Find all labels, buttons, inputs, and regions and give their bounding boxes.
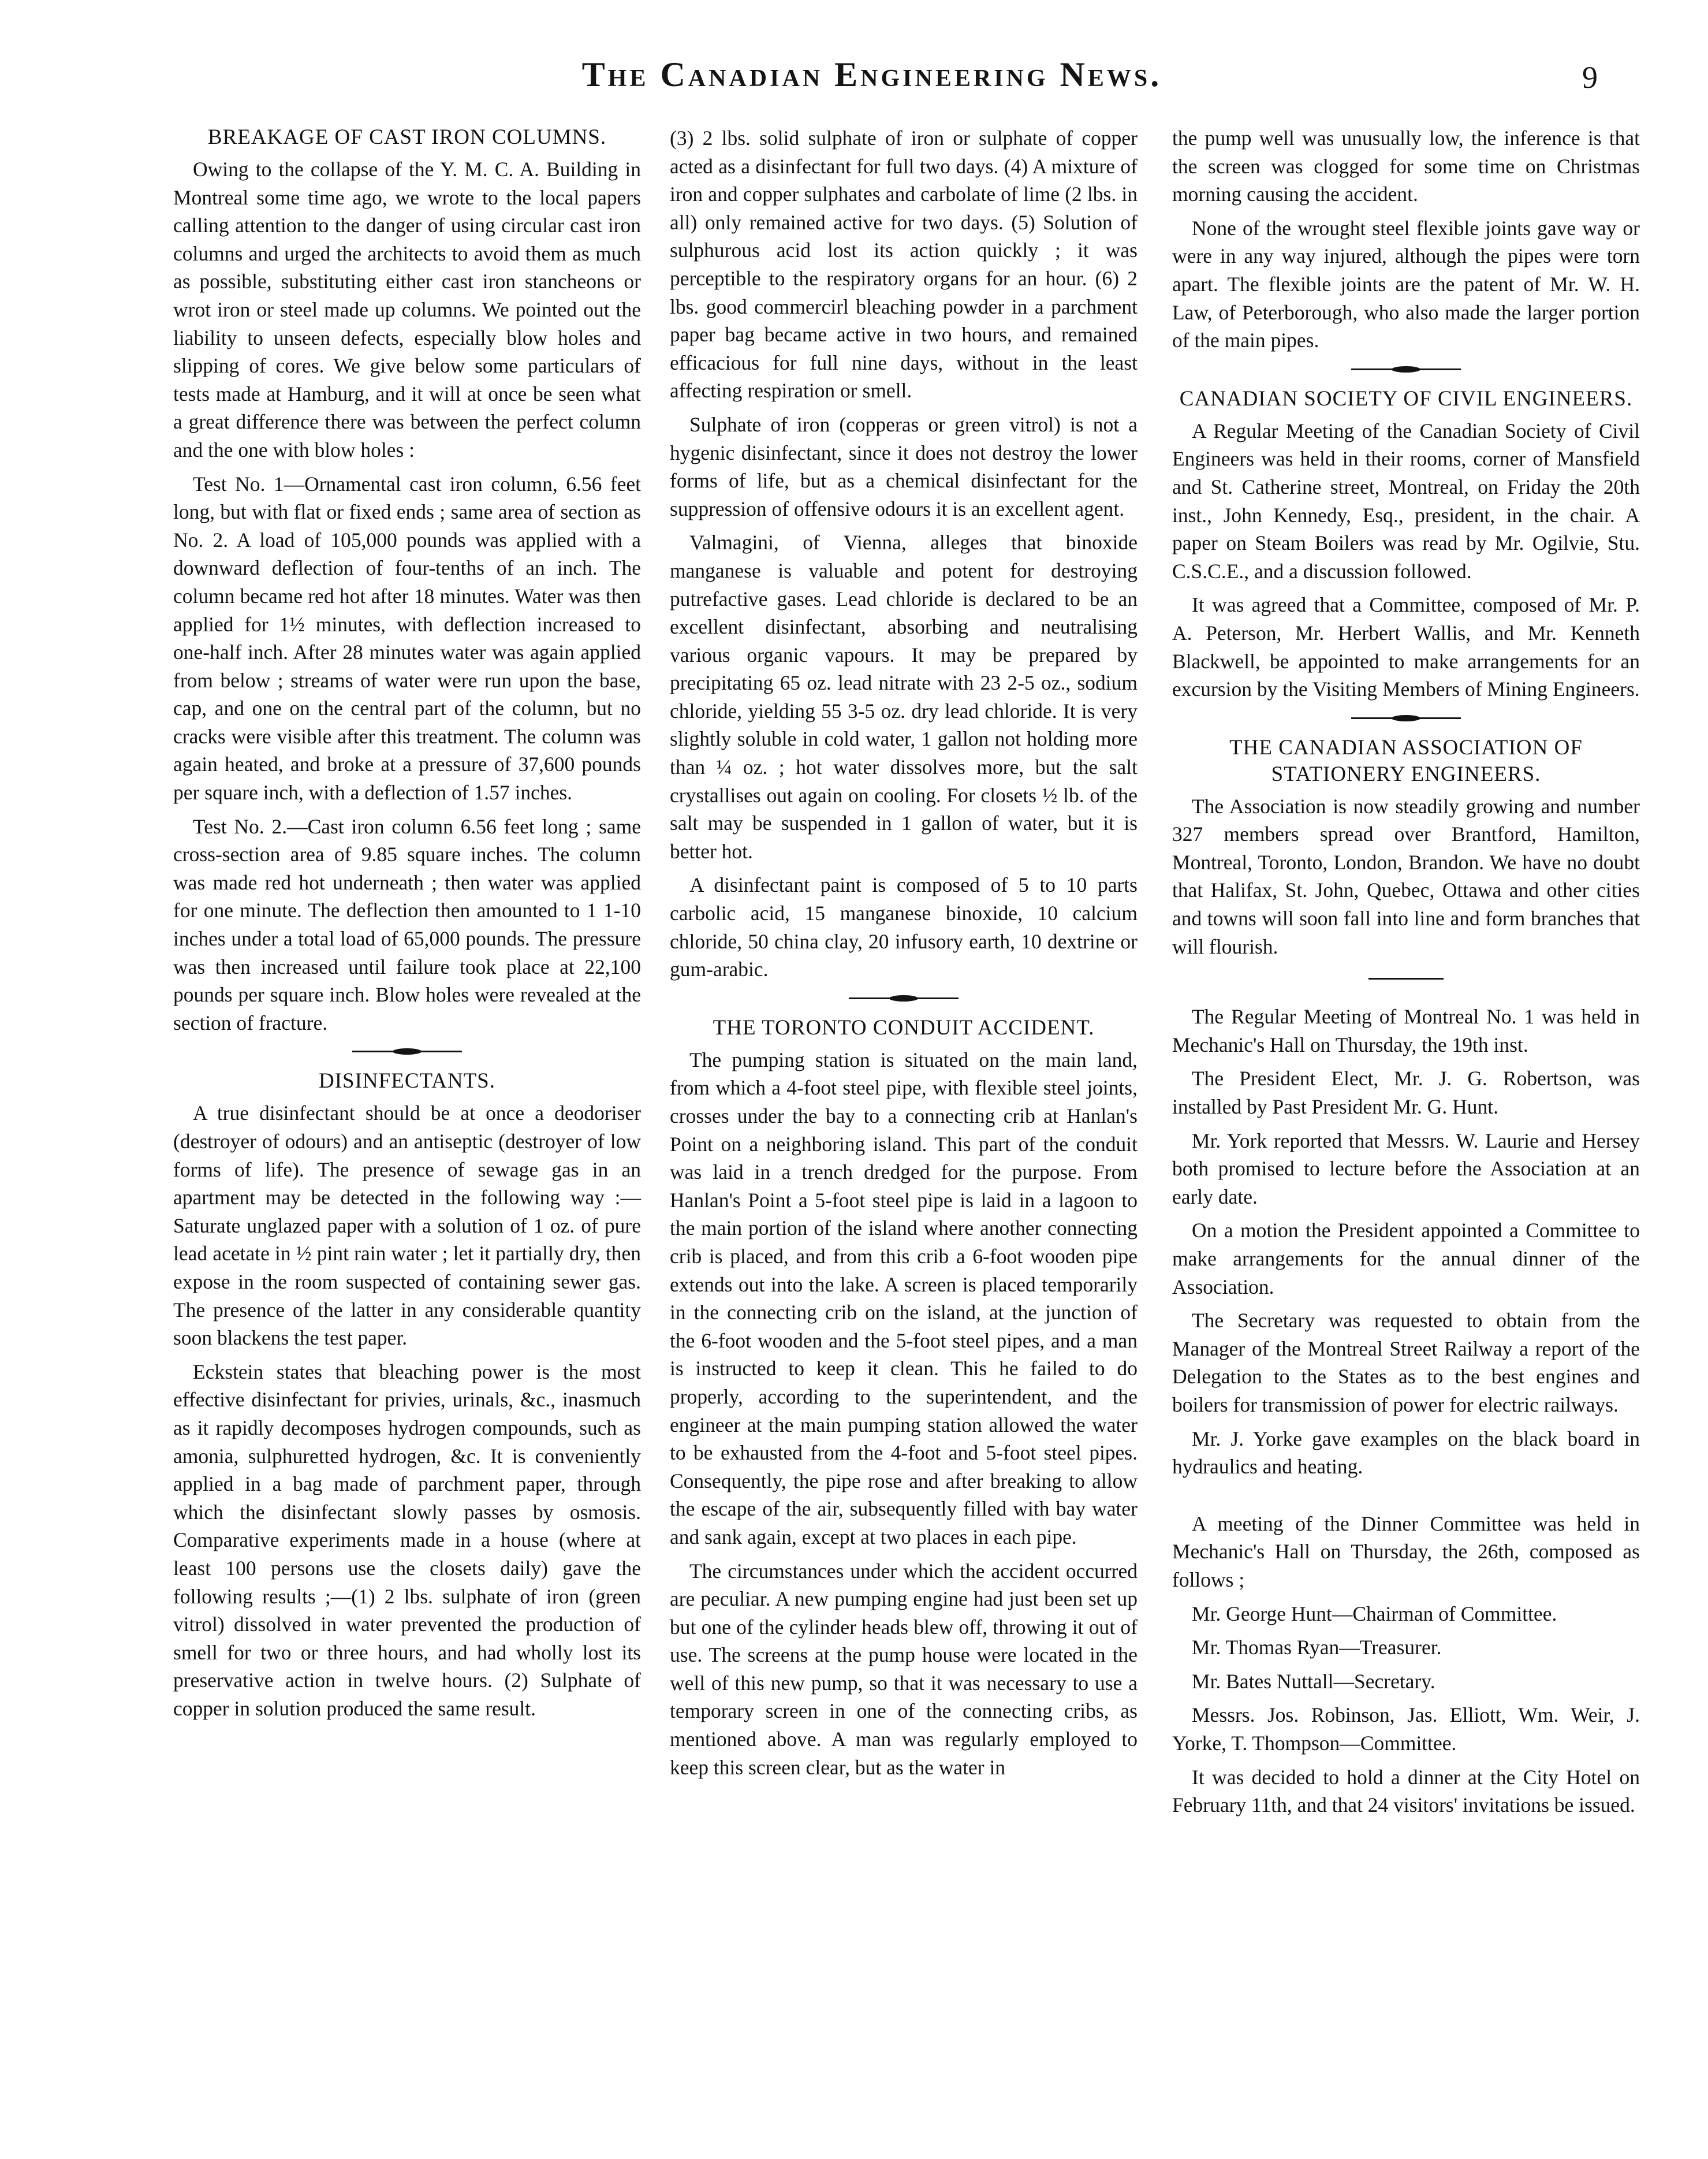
paragraph: Sulphate of iron (copperas or green vitrol) is not a hygenic disinfectant, since it does not destroy the lower forms of life, but as a chemical disinfectant for the suppression of offensive odours it is an excellent agent.: [670, 412, 1138, 520]
paragraph: The circumstances under which the accident occurred are peculiar. A new pumping engine had just been set up but one of the cylinder heads blew off, throwing it out of use. The screens at the pump house were located in the well of this new pump, so that it was necessary to use a temporary screen in one of the connecting cribs, as mentioned above. A man was regularly employed to keep this screen clear, but as the water in: [670, 1559, 1138, 1779]
divider-rule: [1368, 978, 1444, 980]
spacer: [1172, 1487, 1640, 1510]
ornamental-rule: [1351, 363, 1461, 375]
article-heading-disinfectants: DISINFECTANTS.: [318, 1069, 496, 1093]
paragraph: The Regular Meeting of Montreal No. 1 was held in Mechanic's Hall on Thursday, the 19th inst.: [1172, 1005, 1640, 1056]
paragraph: the pump well was unusually low, the inference is that the screen was clogged for some time on Christmas morning causing the accident.: [1172, 126, 1640, 206]
paragraph: It was decided to hold a dinner at the City Hotel on February 11th, and that 24 visitors' invitations be issued.: [1172, 1765, 1640, 1817]
paragraph: The Association is now steadily growing and number 327 members spread over Brantford, Hamilton, Montreal, Toronto, London, Brandon. We have no doubt that Halifax, St. John, Quebec, Ottawa and other cities and towns will soon fall into line and form branches that will flourish.: [1172, 794, 1640, 958]
column-1: [173, 124, 641, 1728]
paragraph: Owing to the collapse of the Y. M. C. A. Building in Montreal some time ago, we wrote to the local papers calling attention to the danger of using circular cast iron columns and urged the architects to avoid them as much as possible, substituting either cast iron stancheons or wrot iron or steel made up columns. We pointed out the liability to unseen defects, especially blow holes and slipping of cores. We give below some particulars of tests made at Hamburg, and it will at once be seen what a great difference there was between the perfect column and the one with blow holes :: [173, 158, 641, 461]
article-heading-civil-engineers: CANADIAN SOCIETY OF CIVIL ENGINEERS.: [1179, 386, 1633, 411]
paragraph: A true disinfectant should be at once a deodoriser (destroyer of odours) and an antiseptic (destroyer of low forms of life). The presence of sewage gas in an apartment may be detected in the following way :—Saturate unglazed paper with a solution of 1 oz. of pure lead acetate in ½ pint rain water ; let it partially dry, then expose in the room suspected of containing sewer gas. The presence of the latter in any considerable quantity soon blackens the test paper.: [173, 1101, 641, 1350]
paragraph: None of the wrought steel flexible joints gave way or were in any way injured, although the pipes were torn apart. The flexible joints are the patent of Mr. W. H. Law, of Peterborough, who also made the larger portion of the main pipes.: [1172, 216, 1640, 352]
paragraph: Mr. York reported that Messrs. W. Laurie and Hersey both promised to lecture before the Association at an early date.: [1172, 1129, 1640, 1208]
paragraph: On a motion the President appointed a Committee to make arrangements for the annual dinner of the Association.: [1172, 1219, 1640, 1298]
column-3: [1172, 124, 1640, 1825]
masthead: [0, 55, 1708, 107]
paragraph: Test No. 1—Ornamental cast iron column, 6.56 feet long, but with flat or fixed ends ; same area of section as No. 2. A load of 105,000 pounds was applied with a downward deflection of four-tenths of an inch. The column became red hot after 18 minutes. Water was then applied for 1½ minutes, with deflection increased to one-half inch. After 28 minutes water was again applied from below ; streams of water were run upon the base, cap, and one on the central part of the column, but no cracks were visible after this treatment. The column was again heated, and broke at a pressure of 37,600 pounds per square inch, with a deflection of 1.57 inches.: [173, 472, 641, 805]
page-number: 9: [1582, 60, 1598, 95]
committee-list-item: Messrs. Jos. Robinson, Jas. Elliott, Wm. Weir, J. Yorke, T. Thompson—Committee.: [1172, 1703, 1640, 1755]
paragraph: The Secretary was requested to obtain from the Manager of the Montreal Street Railway a report of the Delegation to the States as to the best engines and boilers for transmission of power for electric railways.: [1172, 1309, 1640, 1416]
paragraph: Mr. J. Yorke gave examples on the black board in hydraulics and heating.: [1172, 1427, 1640, 1479]
paragraph: The pumping station is situated on the main land, from which a 4-foot steel pipe, with flexible steel joints, crosses under the bay to a connecting crib at Hanlan's Point on a neighboring island. This part of the conduit was laid in a trench dredged for the purpose. From Hanlan's Point a 5-foot steel pipe is laid in a lagoon to the main portion of the island where another connecting crib is placed, and from this crib a 6-foot wooden pipe extends out into the lake. A screen is placed temporarily in the connecting crib on the island, at the junction of the 6-foot wooden and the 5-foot steel pipes, and a man is instructed to keep it clean. This he failed to do properly, according to the superintendent, and the engineer at the main pumping station allowed the water to be exhausted from the 4-foot and 5-foot steel pipes. Consequently, the pipe rose and after breaking to allow the escape of the air, subsequently filled with bay water and sank again, except at two places in each pipe.: [670, 1048, 1138, 1548]
paragraph: It was agreed that a Committee, composed of Mr. P. A. Peterson, Mr. Herbert Wallis, and Mr. Kenneth Blackwell, be appointed to make arrangements for an excursion by the Visiting Members of Mining Engineers.: [1172, 593, 1640, 701]
paragraph: (3) 2 lbs. solid sulphate of iron or sulphate of copper acted as a disinfectant for full two days. (4) A mixture of iron and copper sulphates and carbolate of lime (2 lbs. in all) only remained active for two days. (5) Solution of sulphurous acid lost its action quickly ; it was perceptible to the respiratory organs for an hour. (6) 2 lbs. good commercirl bleaching powder in a parchment paper bag became active in two hours, and remained efficacious for full nine days, without in the least affecting respiration or smell.: [670, 126, 1138, 403]
committee-list-item: Mr. Bates Nuttall—Secretary.: [1192, 1669, 1435, 1693]
column-2: [670, 124, 1138, 1787]
newspaper-title: The Canadian Engineering News.: [581, 55, 1162, 94]
committee-list-item: Mr. George Hunt—Chairman of Committee.: [1192, 1602, 1557, 1625]
committee-list-item: Mr. Thomas Ryan—Treasurer.: [1192, 1636, 1442, 1659]
ornamental-rule: [849, 992, 959, 1004]
paragraph: The President Elect, Mr. J. G. Robertson, was installed by Past President Mr. G. Hunt.: [1172, 1067, 1640, 1119]
paragraph: Eckstein states that bleaching power is the most effective disinfectant for privies, urinals, &c., inasmuch as it rapidly decomposes hydrogen compounds, such as amonia, sulphuretted hydrogen, &c. It is conveniently applied in a bag made of parchment paper, through which the disinfectant slowly passes by osmosis. Comparative experiments made in a house (where at least 100 persons use the closets daily) gave the following results ;—(1) 2 lbs. sulphate of iron (green vitrol) dissolved in water prevented the production of smell for two or three hours, and had wholly lost its preservative action in twelve hours. (2) Sulphate of copper in solution produced the same result.: [173, 1360, 641, 1720]
ornamental-rule: [352, 1045, 462, 1058]
ornamental-rule: [1351, 712, 1461, 724]
paragraph: Test No. 2.—Cast iron column 6.56 feet long ; same cross-section area of 9.85 square inches. The column was made red hot underneath ; then water was applied for one minute. The deflection then amounted to 1 1-10 inches under a total load of 65,000 pounds. The pressure was then increased until failure took place at 22,100 pounds per square inch. Blow holes were revealed at the section of fracture.: [173, 814, 641, 1034]
article-heading-toronto-conduit: THE TORONTO CONDUIT ACCIDENT.: [713, 1015, 1095, 1040]
paragraph: Valmagini, of Vienna, alleges that binoxide manganese is valuable and potent for destroying putrefactive gases. Lead chloride is declared to be an excellent disinfectant, absorbing and neutralising various organic vapours. It may be prepared by precipitating 65 oz. lead nitrate with 23 2-5 oz., sodium chloride, yielding 55 3-5 oz. dry lead chloride. It is very slightly soluble in cold water, 1 gallon not holding more than ¼ oz. ; hot water dissolves more, but the salt crystallises out again on cooling. For closets ½ lb. of the salt may be suspended in 1 gallon of water, but it is better hot.: [670, 531, 1138, 863]
article-heading-stationery-engineers: THE CANADIAN ASSOCIATION OF STATIONERY ENGINEERS.: [1229, 735, 1583, 786]
paragraph: A Regular Meeting of the Canadian Society of Civil Engineers was held in their rooms, corner of Mansfield and St. Catherine street, Montreal, on Friday the 20th inst., John Kennedy, Esq., president, in the chair. A paper on Steam Boilers was read by Mr. Ogilvie, Stu. C.S.C.E., and a discussion followed.: [1172, 419, 1640, 583]
article-heading-cast-iron-columns: BREAKAGE OF CAST IRON COLUMNS.: [207, 125, 607, 149]
paragraph: A disinfectant paint is composed of 5 to 10 parts carbolic acid, 15 manganese binoxide, 10 calcium chloride, 50 china clay, 20 infusory earth, 10 dextrine or gum-arabic.: [670, 873, 1138, 981]
paragraph: A meeting of the Dinner Committee was held in Mechanic's Hall on Thursday, the 26th, composed as follows ;: [1172, 1512, 1640, 1591]
